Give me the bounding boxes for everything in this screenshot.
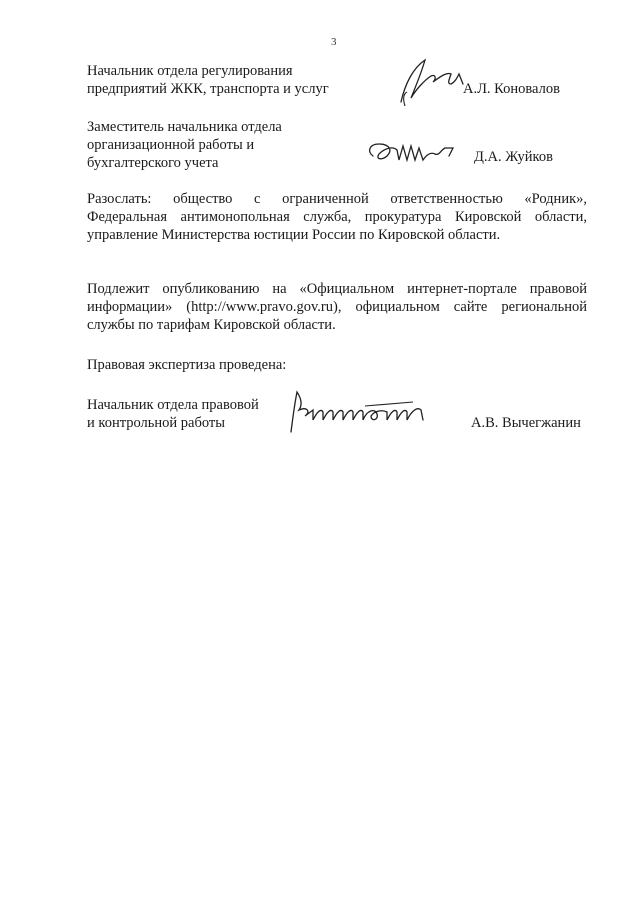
distribution-line: Разослать: общество с ограниченной ответственностью «Родник»,	[87, 191, 587, 207]
signatory-title-line: и контрольной работы	[87, 415, 225, 431]
handwritten-signature	[283, 388, 463, 434]
publication-line: Подлежит опубликованию на «Официальном интернет-портале правовой	[87, 281, 587, 297]
signatory-name: А.В. Вычегжанин	[471, 415, 581, 431]
legal-expertise-label: Правовая экспертиза проведена:	[87, 357, 287, 373]
handwritten-signature	[363, 136, 463, 168]
signatory-title	[87, 118, 282, 172]
signatory-title-line: предприятий ЖКК, транспорта и услуг	[87, 81, 329, 97]
signatory-title	[87, 62, 329, 98]
handwritten-signature	[391, 54, 471, 110]
publication-paragraph	[87, 280, 587, 334]
signatory-name: А.Л. Коновалов	[463, 81, 560, 97]
distribution-paragraph	[87, 190, 587, 244]
signatory-title	[87, 396, 259, 432]
distribution-line: Федеральная антимонопольная служба, прокуратура Кировской области,	[87, 209, 587, 225]
signatory-title-line: Начальник отдела регулирования	[87, 63, 293, 79]
distribution-line: управление Министерства юстиции России по Кировской области.	[87, 227, 501, 243]
signatory-title-line: бухгалтерского учета	[87, 155, 219, 171]
signatory-vychegzhanin	[87, 396, 590, 446]
publication-line: информации» (http://www.pravo.gov.ru), официальном сайте региональной	[87, 299, 587, 315]
signatory-title-line: Заместитель начальника отдела	[87, 119, 282, 135]
publication-line: службы по тарифам Кировской области.	[87, 317, 336, 333]
signatory-title-line: Начальник отдела правовой	[87, 397, 259, 413]
signatory-title-line: организационной работы и	[87, 137, 255, 153]
signatory-name: Д.А. Жуйков	[474, 149, 553, 165]
page-number: 3	[331, 36, 337, 48]
signatory-zhuikov	[87, 118, 590, 178]
signatory-konovalov	[87, 62, 590, 112]
